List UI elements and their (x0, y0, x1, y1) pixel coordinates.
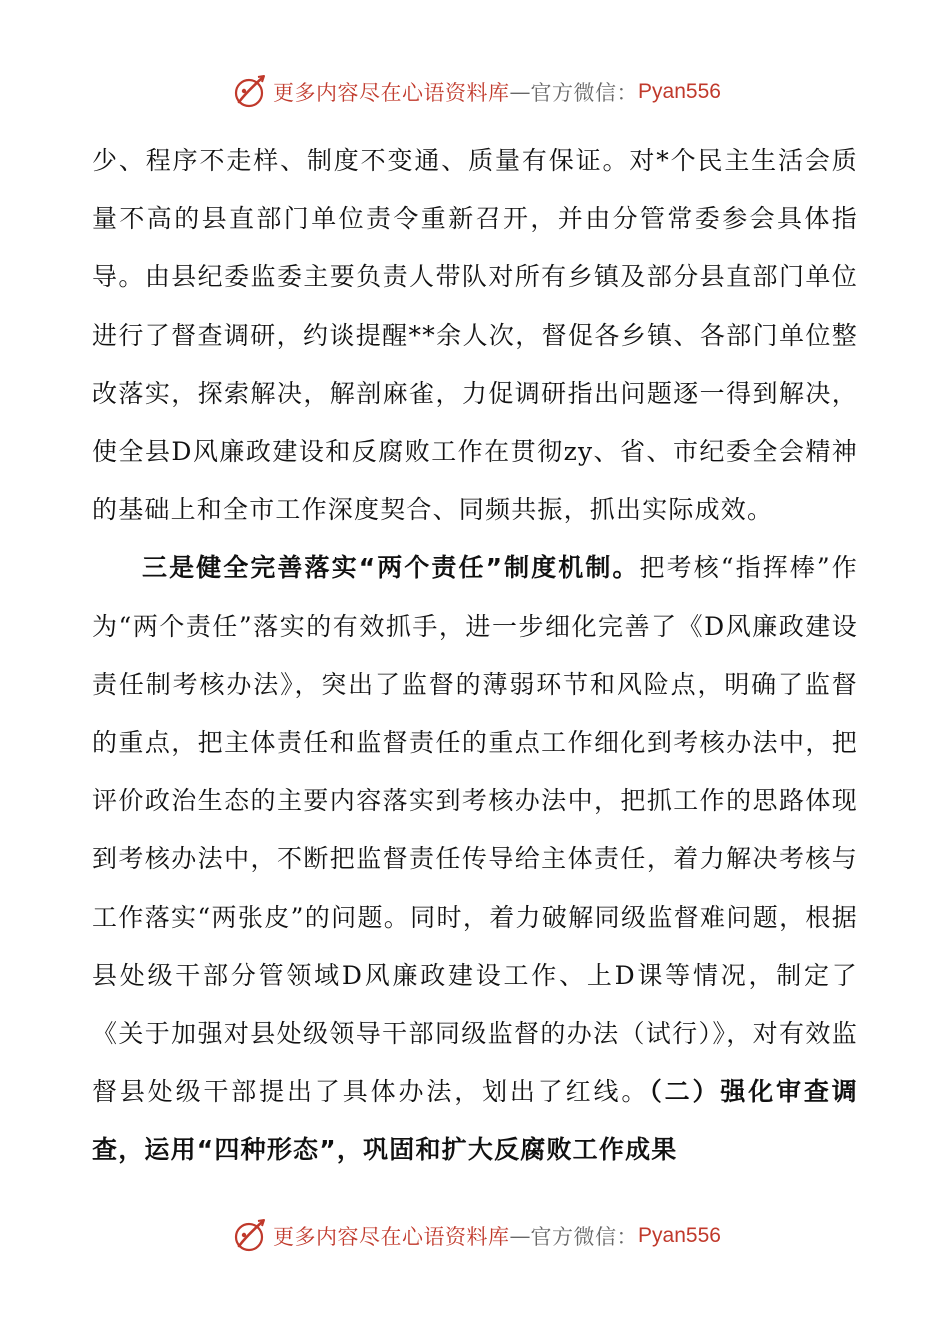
paragraph-1: 少、程序不走样、制度不变通、质量有保证。对*个民主生活会质量不高的县直部门单位责令重新召开，并由分管常委参会具体指导。由县纪委监委主要负责人带队对所有乡镇及部分县直部门单位进行了督查调研，约谈提醒**余人次，督促各乡镇、各部门单位整改落实，探索解决，解剖麻雀，力促调研指出问题逐一得到解决，使全县D风廉政建设和反腐败工作在贯彻zy、省、市纪委全会精神的基础上和全市工作深度契合、同频共振，抓出实际成效。 (92, 146, 858, 525)
section-heading-2: （二）强化审查调查，运用“四种形态”，巩固和扩大反腐败工作成果 (92, 1077, 858, 1165)
brand-logo-icon (229, 72, 269, 112)
paragraph-2-text: 把考核“指挥棒”作为“两个责任”落实的有效抓手，进一步细化完善了《D风廉政建设责任制考核办法》，突出了监督的薄弱环节和风险点，明确了监督的重点，把主体责任和监督责任的重点工作细化到考核办法中，把评价政治生态的主要内容落实到考核办法中，把抓工作的思路体现到考核办法中，不断把监督责任传导给主体责任，着力解决考核与工作落实“两张皮”的问题。同时，着力破解同级监督难问题，根据县处级干部分管领域D风廉政建设工作、上D课等情况，制定了《关于加强对县处级领导干部同级监督的办法（试行）》，对有效监督县处级干部提出了具体办法，划出了红线。 (92, 553, 858, 1107)
banner-dash: — (509, 80, 531, 104)
document-body (92, 132, 858, 1180)
footer-banner (0, 1214, 950, 1258)
banner-contact-handle: Pyan556 (638, 1224, 721, 1247)
banner-site-text: 更多内容尽在心语资料库 (273, 1225, 510, 1249)
banner-contact-label: 官方微信： (530, 1225, 639, 1249)
header-banner (0, 70, 950, 114)
banner-site-text: 更多内容尽在心语资料库 (273, 81, 510, 105)
banner-dash: — (509, 1224, 531, 1248)
banner-contact-handle: Pyan556 (638, 80, 721, 103)
brand-logo-icon (229, 1216, 269, 1256)
paragraph-2 (92, 539, 858, 1179)
paragraph-2-heading: 三是健全完善落实“两个责任”制度机制。 (142, 553, 640, 583)
banner-contact-label: 官方微信： (530, 81, 639, 105)
